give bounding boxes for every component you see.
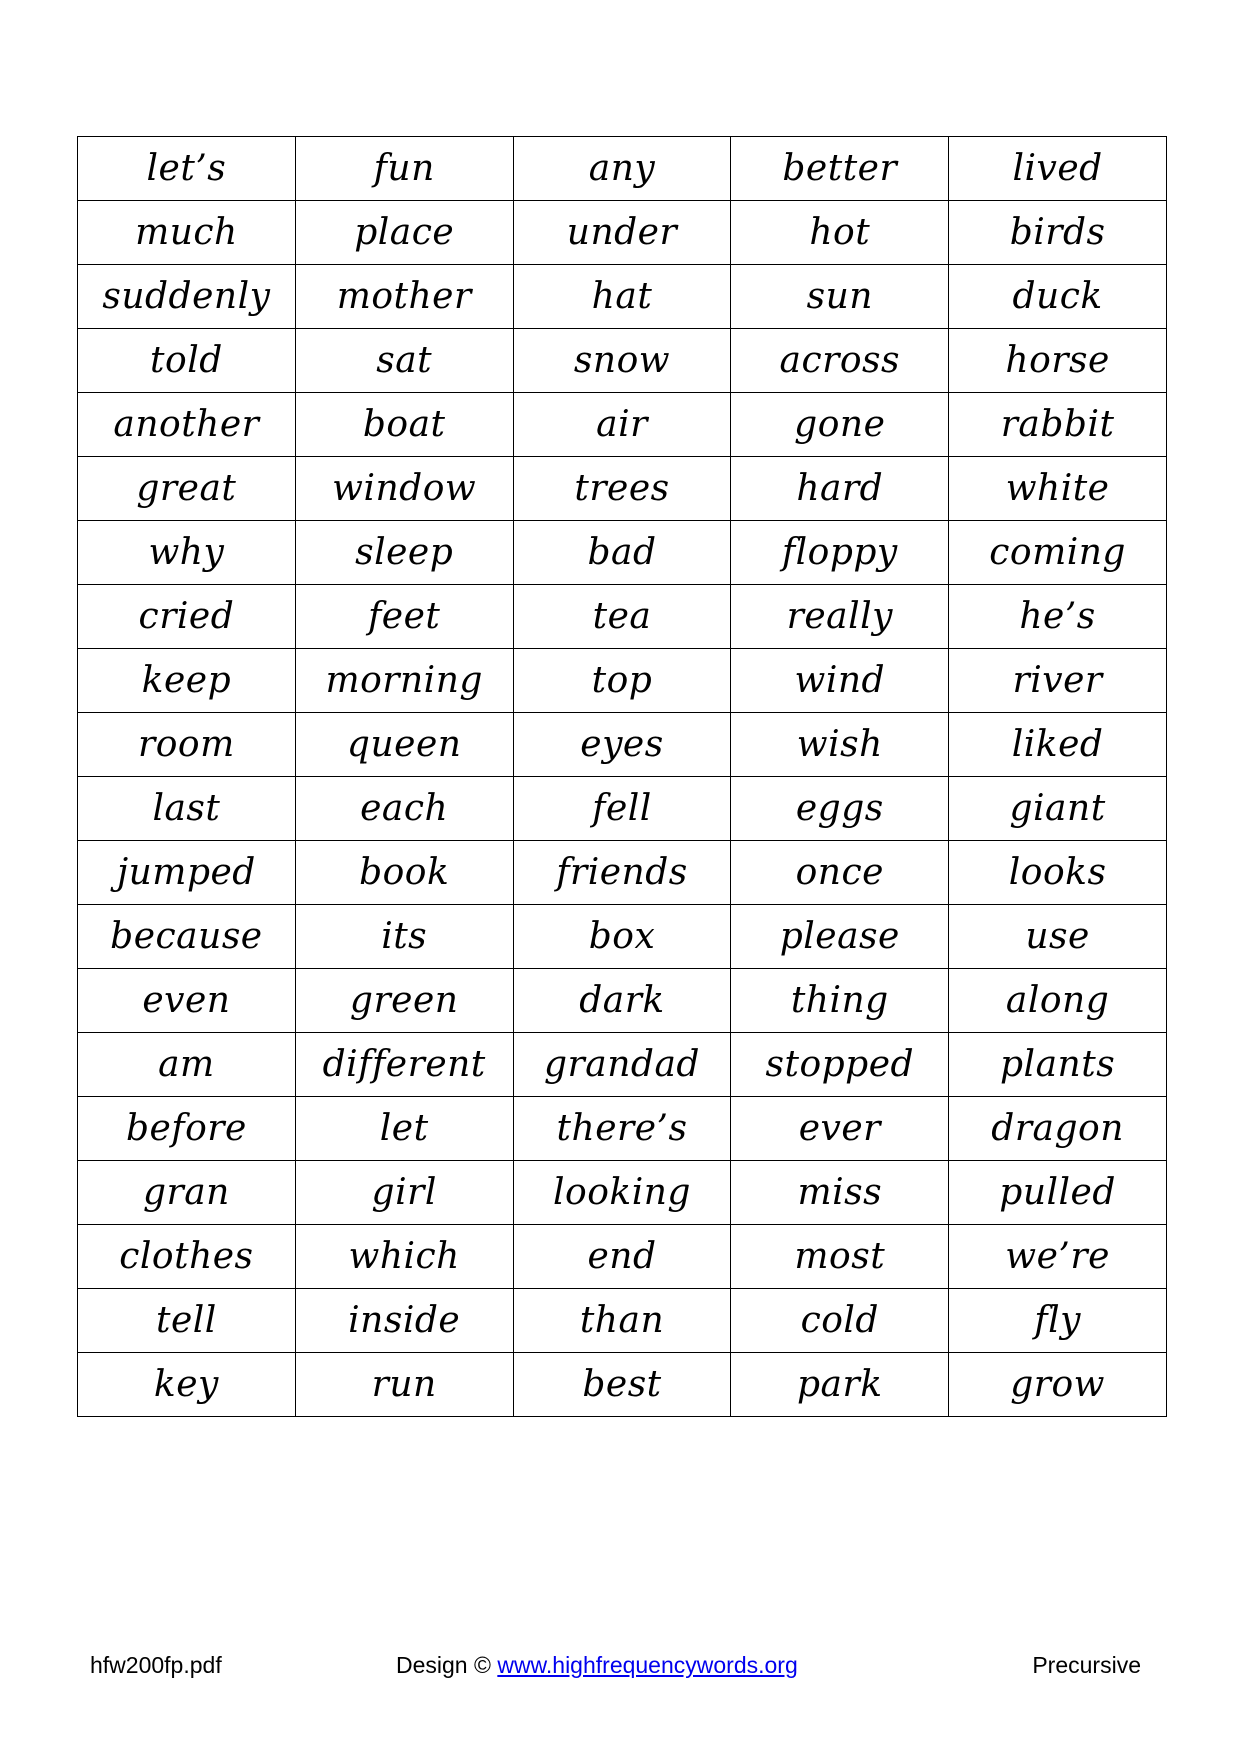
- word-cell: looking: [513, 1161, 731, 1225]
- word-cell: than: [513, 1289, 731, 1353]
- word-cell: book: [295, 841, 513, 905]
- word-cell: which: [295, 1225, 513, 1289]
- word-cell: birds: [949, 201, 1167, 265]
- word-cell: inside: [295, 1289, 513, 1353]
- word-cell: tell: [78, 1289, 296, 1353]
- word-cell: we’re: [949, 1225, 1167, 1289]
- word-cell: snow: [513, 329, 731, 393]
- word-cell: girl: [295, 1161, 513, 1225]
- word-cell: why: [78, 521, 296, 585]
- table-row: [78, 393, 1167, 457]
- table-row: [78, 265, 1167, 329]
- table-row: [78, 137, 1167, 201]
- table-row: [78, 521, 1167, 585]
- word-cell: please: [731, 905, 949, 969]
- word-cell: because: [78, 905, 296, 969]
- word-cell: fun: [295, 137, 513, 201]
- word-cell: trees: [513, 457, 731, 521]
- table-row: [78, 329, 1167, 393]
- table-row: [78, 713, 1167, 777]
- word-cell: clothes: [78, 1225, 296, 1289]
- table-row: [78, 201, 1167, 265]
- word-cell: sun: [731, 265, 949, 329]
- word-cell: bad: [513, 521, 731, 585]
- word-cell: along: [949, 969, 1167, 1033]
- word-cell: once: [731, 841, 949, 905]
- word-cell: better: [731, 137, 949, 201]
- word-cell: sleep: [295, 521, 513, 585]
- table-row: [78, 585, 1167, 649]
- word-cell: friends: [513, 841, 731, 905]
- word-cell: fly: [949, 1289, 1167, 1353]
- word-cell: hard: [731, 457, 949, 521]
- footer-website-link[interactable]: www.highfrequencywords.org: [497, 1652, 798, 1678]
- table-row: [78, 457, 1167, 521]
- footer-filename: hfw200fp.pdf: [90, 1652, 222, 1678]
- word-cell: another: [78, 393, 296, 457]
- footer-font-name: Precursive: [1032, 1652, 1141, 1678]
- word-cell: most: [731, 1225, 949, 1289]
- word-cell: white: [949, 457, 1167, 521]
- word-cell: window: [295, 457, 513, 521]
- word-cell: box: [513, 905, 731, 969]
- word-cell: much: [78, 201, 296, 265]
- word-cell: boat: [295, 393, 513, 457]
- word-cell: lived: [949, 137, 1167, 201]
- word-cell: gone: [731, 393, 949, 457]
- word-cell: wish: [731, 713, 949, 777]
- word-cell: coming: [949, 521, 1167, 585]
- table-row: [78, 841, 1167, 905]
- word-cell: wind: [731, 649, 949, 713]
- word-cell: cried: [78, 585, 296, 649]
- word-cell: under: [513, 201, 731, 265]
- word-cell: key: [78, 1353, 296, 1417]
- word-cell: park: [731, 1353, 949, 1417]
- word-cell: place: [295, 201, 513, 265]
- footer-design-prefix: Design ©: [396, 1652, 498, 1678]
- word-cell: tea: [513, 585, 731, 649]
- table-row: [78, 905, 1167, 969]
- page-footer: [0, 1652, 1240, 1682]
- word-cell: last: [78, 777, 296, 841]
- word-cell: different: [295, 1033, 513, 1097]
- word-cell: keep: [78, 649, 296, 713]
- word-cell: pulled: [949, 1161, 1167, 1225]
- word-cell: before: [78, 1097, 296, 1161]
- word-cell: duck: [949, 265, 1167, 329]
- word-cell: great: [78, 457, 296, 521]
- word-cell: floppy: [731, 521, 949, 585]
- word-cell: ever: [731, 1097, 949, 1161]
- word-cell: dragon: [949, 1097, 1167, 1161]
- word-cell: stopped: [731, 1033, 949, 1097]
- word-cell: best: [513, 1353, 731, 1417]
- table-row: [78, 1161, 1167, 1225]
- word-cell: rabbit: [949, 393, 1167, 457]
- word-cell: morning: [295, 649, 513, 713]
- word-cell: hat: [513, 265, 731, 329]
- word-cell: any: [513, 137, 731, 201]
- table-row: [78, 1353, 1167, 1417]
- word-cell: eyes: [513, 713, 731, 777]
- word-cell: across: [731, 329, 949, 393]
- word-cell: liked: [949, 713, 1167, 777]
- word-cell: hot: [731, 201, 949, 265]
- word-cell: he’s: [949, 585, 1167, 649]
- word-cell: grow: [949, 1353, 1167, 1417]
- word-cell: there’s: [513, 1097, 731, 1161]
- word-cell: horse: [949, 329, 1167, 393]
- word-cell: cold: [731, 1289, 949, 1353]
- word-cell: queen: [295, 713, 513, 777]
- word-cell: jumped: [78, 841, 296, 905]
- table-row: [78, 777, 1167, 841]
- word-cell: dark: [513, 969, 731, 1033]
- word-cell: told: [78, 329, 296, 393]
- table-row: [78, 1097, 1167, 1161]
- word-cell: mother: [295, 265, 513, 329]
- word-cell: feet: [295, 585, 513, 649]
- word-cell: green: [295, 969, 513, 1033]
- table-row: [78, 1225, 1167, 1289]
- word-cell: its: [295, 905, 513, 969]
- footer-design-credit: [396, 1652, 798, 1679]
- word-cell: end: [513, 1225, 731, 1289]
- word-cell: plants: [949, 1033, 1167, 1097]
- word-cell: really: [731, 585, 949, 649]
- word-cell: air: [513, 393, 731, 457]
- table-row: [78, 1033, 1167, 1097]
- word-cell: let’s: [78, 137, 296, 201]
- word-cell: miss: [731, 1161, 949, 1225]
- word-cell: use: [949, 905, 1167, 969]
- word-cell: let: [295, 1097, 513, 1161]
- word-cell: top: [513, 649, 731, 713]
- word-cell: river: [949, 649, 1167, 713]
- word-cell: gran: [78, 1161, 296, 1225]
- word-cell: eggs: [731, 777, 949, 841]
- word-cell: run: [295, 1353, 513, 1417]
- table-row: [78, 969, 1167, 1033]
- word-cell: sat: [295, 329, 513, 393]
- word-cell: giant: [949, 777, 1167, 841]
- word-table-body: [78, 137, 1167, 1417]
- word-cell: grandad: [513, 1033, 731, 1097]
- word-cell: looks: [949, 841, 1167, 905]
- word-cell: room: [78, 713, 296, 777]
- word-cell: even: [78, 969, 296, 1033]
- word-cell: suddenly: [78, 265, 296, 329]
- word-cell: each: [295, 777, 513, 841]
- word-cell: thing: [731, 969, 949, 1033]
- table-row: [78, 649, 1167, 713]
- word-cell: fell: [513, 777, 731, 841]
- word-cell: am: [78, 1033, 296, 1097]
- word-table: [77, 136, 1167, 1417]
- table-row: [78, 1289, 1167, 1353]
